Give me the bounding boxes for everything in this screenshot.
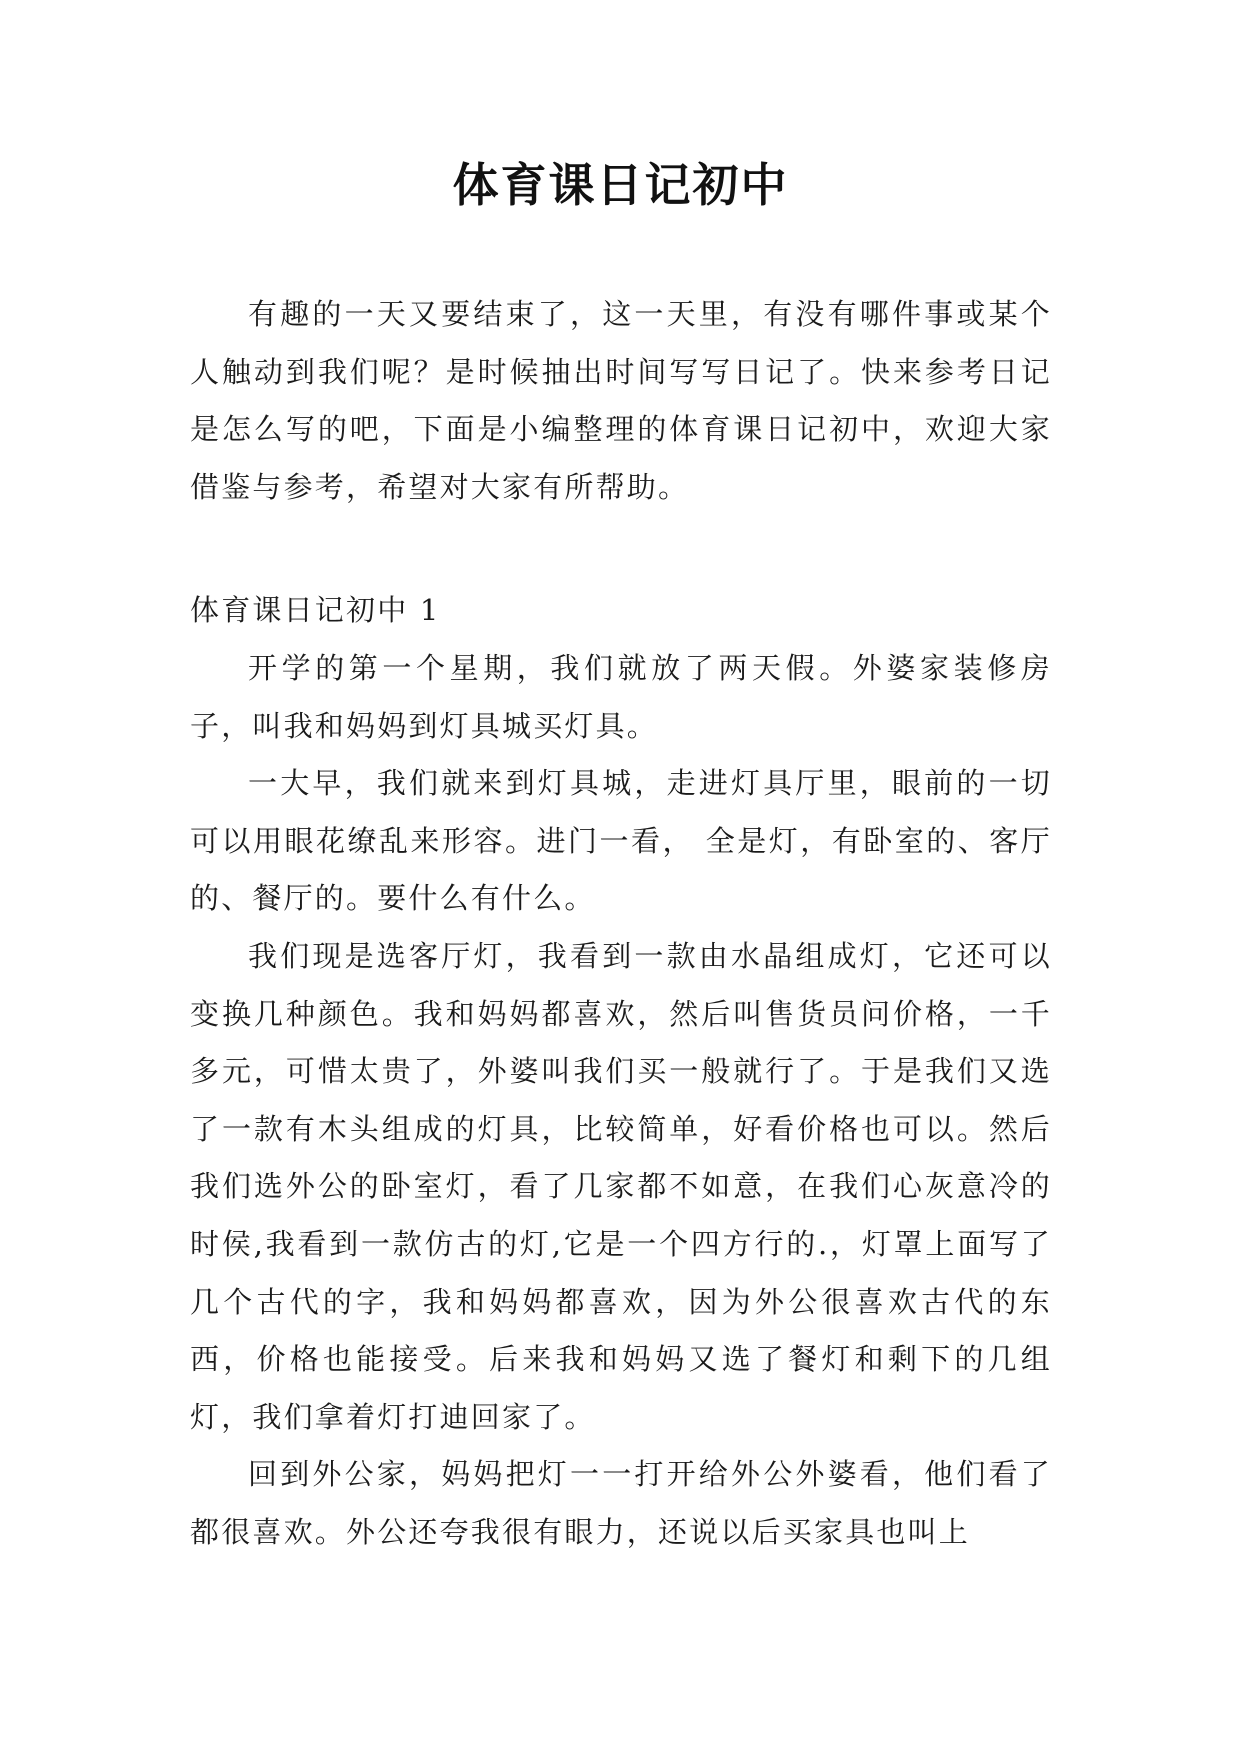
document-body (190, 286, 1052, 1561)
intro-paragraph: 有趣的一天又要结束了，这一天里，有没有哪件事或某个人触动到我们呢？是时候抽出时间写写日记了。快来参考日记是怎么写的吧，下面是小编整理的体育课日记初中，欢迎大家借鉴与参考，希望对大家有所帮助。 (190, 297, 1052, 504)
document-title: 体育课日记初中 (452, 158, 789, 212)
body-paragraph: 我们现是选客厅灯，我看到一款由水晶组成灯，它还可以变换几种颜色。我和妈妈都喜欢，然后叫售货员问价格，一千多元，可惜太贵了，外婆叫我们买一般就行了。于是我们又选了一款有木头组成的灯具，比较简单，好看价格也可以。然后我们选外公的卧室灯，看了几家都不如意，在我们心灰意冷的时侯,我看到一款仿古的灯,它是一个四方行的.，灯罩上面写了几个古代的字，我和妈妈都喜欢，因为外公很喜欢古代的东西，价格也能接受。后来我和妈妈又选了餐灯和剩下的几组灯，我们拿着灯打迪回家了。 (190, 938, 1052, 1434)
section-heading: 体育课日记初中 1 (190, 593, 441, 628)
body-paragraph: 一大早，我们就来到灯具城，走进灯具厅里，眼前的一切可以用眼花缭乱来形容。进门一看， 全是灯，有卧室的、客厅的、餐厅的。要什么有什么。 (190, 766, 1052, 916)
body-paragraph: 回到外公家，妈妈把灯一一打开给外公外婆看，他们看了都很喜欢。外公还夸我很有眼力，还说以后买家具也叫上 (190, 1457, 1052, 1549)
body-paragraph: 开学的第一个星期，我们就放了两天假。外婆家装修房子，叫我和妈妈到灯具城买灯具。 (190, 650, 1052, 743)
